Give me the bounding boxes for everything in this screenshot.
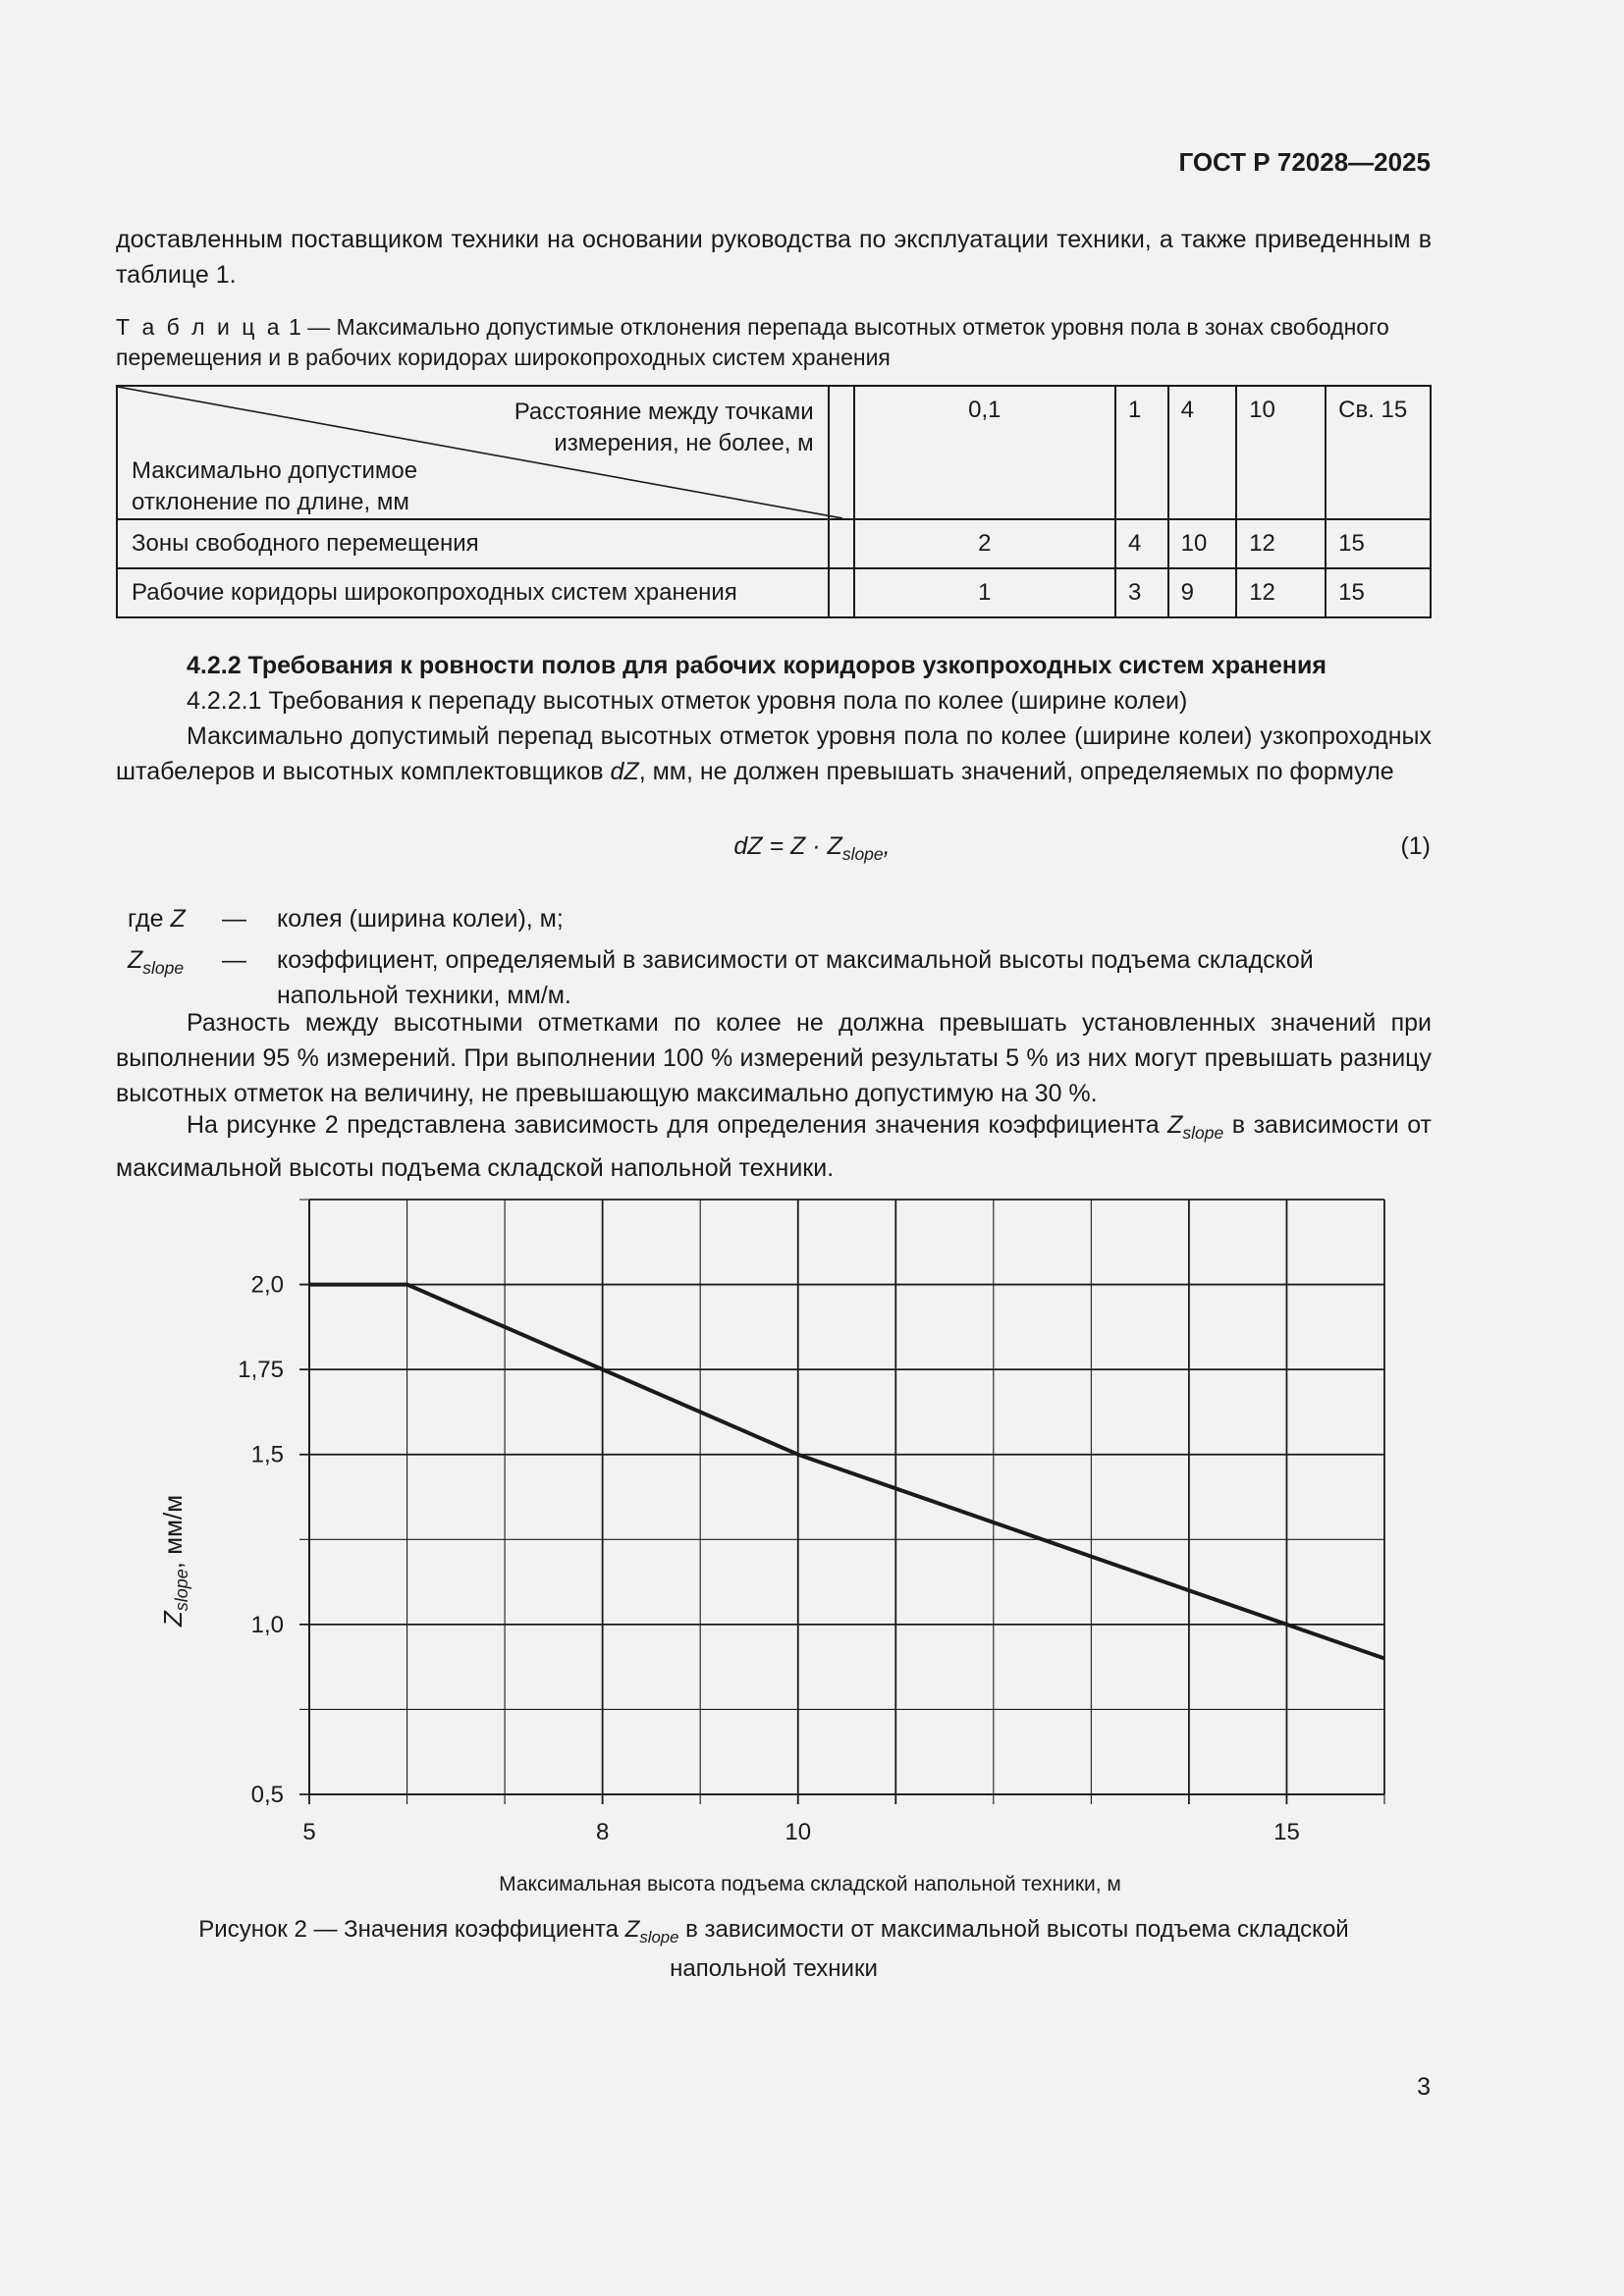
header-0-1: 0,1 (854, 386, 1115, 519)
caption-text: в зависимости от максимальной высоты подъема складской (678, 1916, 1349, 1943)
formula-main: dZ = Z · Z (733, 832, 842, 860)
where-dash: — (222, 946, 246, 974)
chart-grid (299, 1200, 1384, 1804)
table-cell: 12 (1236, 568, 1326, 617)
y-axis-label-sub: slope (172, 1569, 191, 1612)
x-tick-label: 15 (1273, 1819, 1300, 1845)
zslope-series-line (309, 1285, 1384, 1659)
table-cell: 1 (854, 568, 1115, 617)
section-subheading: 4.2.2.1 Требования к перепаду высотных отметок уровня пола по колее (ширине колеи) (187, 687, 1188, 715)
table-caption-prefix: Т а б л и ц а (116, 314, 283, 340)
where-subscript: slope (142, 958, 185, 978)
corner-column-title-line1: Расстояние между точками (514, 399, 814, 425)
variable-subscript: slope (1182, 1123, 1224, 1143)
row-label-wide-aisles: Рабочие коридоры широкопроходных систем хранения (117, 568, 829, 617)
where-variable: Z (128, 946, 143, 974)
table-cell: 12 (1236, 519, 1326, 568)
where-definition-2: коэффициент, определяемый в зависимости от максимальной высоты подъема складской напольной техники, мм/м. (277, 946, 1314, 1009)
paragraph-measurements: Разность между высотными отметками по колее не должна превышать установленных значений при выполнении 95 % измерений. При выполнении 100 % измерений результаты 5 % из них могут превышать разницу высотных отметок на величину, не превышающую максимально допустимую на 30 %. (116, 1009, 1432, 1107)
caption-variable: Z (624, 1916, 640, 1943)
header-10: 10 (1236, 386, 1326, 519)
where-prefix: где (128, 905, 171, 933)
where-definition-1: колея (ширина колеи), м; (277, 905, 564, 933)
table-cell: 15 (1326, 519, 1431, 568)
caption-text: Рисунок 2 — Значения коэффициента (198, 1916, 625, 1943)
header-4: 4 (1168, 386, 1237, 519)
y-tick-label: 0,5 (250, 1782, 284, 1808)
caption-subscript: slope (639, 1927, 679, 1947)
where-dash: — (222, 905, 246, 933)
y-tick-label: 1,75 (238, 1357, 284, 1384)
row-label-free-zones: Зоны свободного перемещения (117, 519, 829, 568)
table-cell: 2 (854, 519, 1115, 568)
corner-column-title-line2: измерения, не более, м (554, 430, 814, 456)
table-cell: 10 (1168, 519, 1237, 568)
corner-row-title-line1: Максимально допустимое (132, 457, 418, 484)
section-heading: 4.2.2 Требования к ровности полов для рабочих коридоров узкопроходных систем хранения (187, 652, 1326, 679)
y-axis-label-var: Z (158, 1611, 188, 1628)
y-tick-label: 1,5 (250, 1441, 284, 1468)
intro-paragraph: доставленным поставщиком техники на основании руководства по эксплуатации техники, а также приведенным в таблице 1. (116, 226, 1432, 289)
paragraph-text: в зависимости от максимальной высоты подъема складской напольной техники. (116, 1111, 1432, 1182)
table-cell: 3 (1115, 568, 1168, 617)
page-number: 3 (1417, 2073, 1431, 2101)
y-tick-label: 1,0 (250, 1611, 284, 1638)
formula-subscript: slope (841, 844, 884, 864)
y-tick-label: 2,0 (250, 1271, 284, 1299)
x-tick-label: 10 (785, 1819, 812, 1845)
table-cell: 15 (1326, 568, 1431, 617)
header-over-15: Св. 15 (1326, 386, 1431, 519)
paragraph-text: Максимально допустимый перепад высотных отметок уровня пола по колее (ширине колеи) узкопроходных штабелеров и высотных комплектовщиков (116, 722, 1432, 785)
table-cell: 9 (1168, 568, 1237, 617)
x-tick-label: 5 (302, 1819, 316, 1845)
paragraph-text: , мм, не должен превышать значений, определяемых по формуле (638, 758, 1394, 785)
formula-number: (1) (1400, 832, 1431, 860)
x-tick-label: 8 (595, 1819, 610, 1845)
y-axis-label-unit: , мм/м (158, 1494, 188, 1570)
y-axis-label (158, 1495, 191, 1628)
paragraph-text: На рисунке 2 представлена зависимость для определения значения коэффициента (187, 1111, 1168, 1139)
header-1: 1 (1115, 386, 1168, 519)
where-variable: Z (170, 905, 186, 933)
table-caption-text: 1 — Максимально допустимые отклонения перепада высотных отметок уровня пола в зонах свободного перемещения и в рабочих коридорах широкопроходных систем хранения (116, 314, 1389, 370)
figure-caption-line2: напольной техники (670, 1954, 878, 1982)
chart-tick-labels (238, 1272, 1300, 1845)
table-cell: 4 (1115, 519, 1168, 568)
corner-row-title-line2: отклонение по длине, мм (132, 489, 409, 515)
document-code: ГОСТ Р 72028—2025 (1178, 147, 1431, 177)
chart-axes (309, 1200, 1384, 1794)
chart-series (309, 1285, 1384, 1659)
formula-tail: , (883, 832, 891, 860)
figure-caption-line1 (116, 1914, 1432, 1953)
variable-dz: dZ (610, 758, 639, 785)
figure-caption (116, 1914, 1432, 1985)
x-axis-label: Максимальная высота подъема складской напольной техники, м (499, 1873, 1121, 1896)
variable-z: Z (1167, 1111, 1183, 1139)
